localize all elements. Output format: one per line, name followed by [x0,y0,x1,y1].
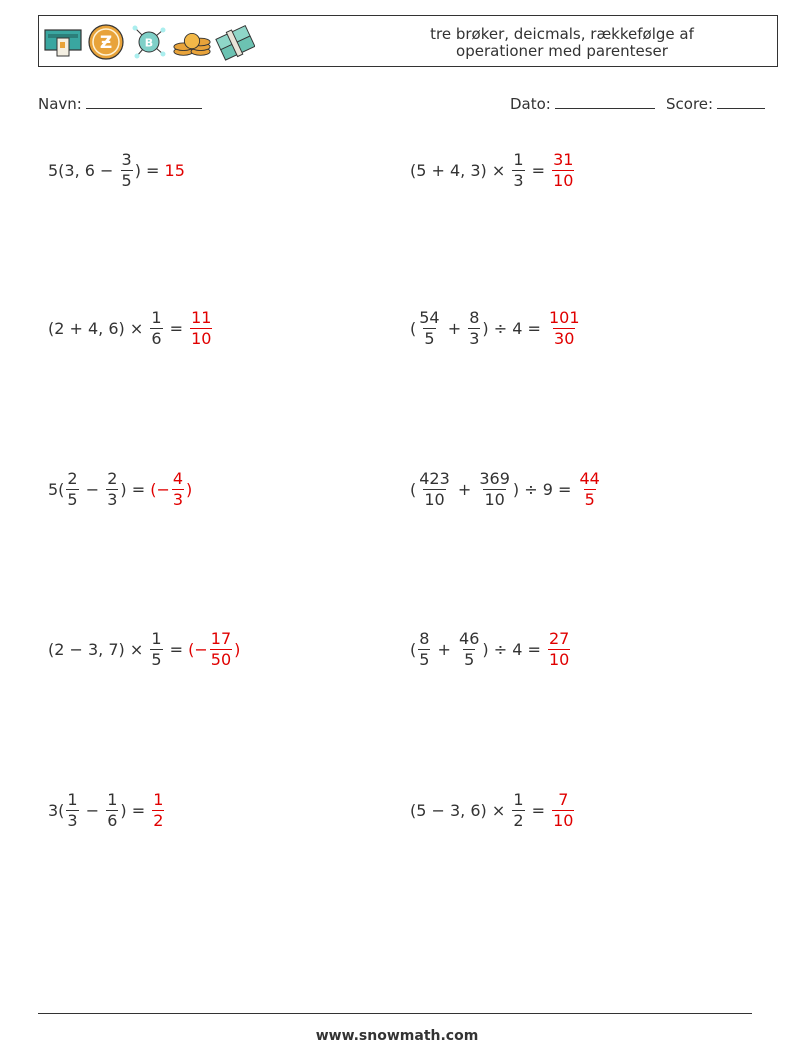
header-icons [43,22,255,62]
problem-4: ( $\frac{54}{5}$ + $\frac{8}{3}$ ) ÷ 4 = $\frac{101}{30}$ [410,308,583,349]
fraction: $\frac{46}{5}$ [459,629,480,669]
zcash-coin-icon [86,22,126,62]
svg-text:B: B [144,36,154,50]
answer: $\frac{1}{2}$ [153,790,164,830]
name-field[interactable] [38,94,202,113]
cash-bundle-icon [215,22,255,62]
problem-2: (5 + 4, 3) × $\frac{1}{3}$ = $\frac{31}{10}$ [410,150,576,191]
fraction: $\frac{1}{2}$ [513,790,524,830]
fraction: $\frac{8}{3}$ [469,308,480,348]
date-label: Dato: [510,95,551,113]
problem-7: (2 − 3, 7) × $\frac{1}{5}$ = (− $\frac{17}{50}$ ) [48,629,241,669]
problem-10: (5 − 3, 6) × $\frac{1}{2}$ = $\frac{7}{10}$ [410,790,576,831]
score-field[interactable] [666,94,765,113]
problem-9: 3( $\frac{1}{3}$ − $\frac{1}{6}$ ) = $\frac{1}{2}$ [48,790,166,831]
svg-text:Ƶ: Ƶ [99,33,113,53]
fraction: $\frac{54}{5}$ [419,308,440,348]
footer-divider [38,1013,752,1014]
fraction: $\frac{3}{5}$ [121,150,132,190]
fraction: $\frac{1}{3}$ [67,790,78,830]
answer: (− $\frac{17}{50}$ ) [188,629,241,669]
problem-8: ( $\frac{8}{5}$ + $\frac{46}{5}$ ) ÷ 4 = $\frac{27}{10}$ [410,629,572,670]
footer-url[interactable]: www.snowmath.com [315,1028,479,1044]
fraction: $\frac{8}{5}$ [419,629,430,669]
fraction: $\frac{2}{3}$ [107,469,118,509]
answer: $\frac{101}{30}$ [548,308,580,348]
bitcoin-network-icon [129,22,169,62]
answer: $\frac{31}{10}$ [553,150,574,190]
answer: 15 [164,161,185,180]
answer: $\frac{44}{5}$ [579,469,600,509]
fraction: $\frac{1}{6}$ [151,308,162,348]
name-label: Navn: [38,95,82,113]
date-blank[interactable] [555,94,655,109]
problem-1: 5(3, 6 − $\frac{3}{5}$ ) = 15 [48,150,185,190]
answer: $\frac{11}{10}$ [191,308,212,348]
fraction: $\frac{1}{6}$ [107,790,118,830]
coin-stack-icon [172,22,212,62]
problem-6: ( $\frac{423}{10}$ + $\frac{369}{10}$ ) ÷ 9 = $\frac{44}{5}$ [410,469,603,510]
score-blank[interactable] [717,94,765,109]
worksheet-header [38,15,778,67]
fraction: $\frac{1}{3}$ [513,150,524,190]
answer: $\frac{27}{10}$ [548,629,570,669]
fraction: $\frac{1}{5}$ [151,629,162,669]
answer: $\frac{7}{10}$ [553,790,574,830]
problem-3: (2 + 4, 6) × $\frac{1}{6}$ = $\frac{11}{10}$ [48,308,214,349]
name-blank[interactable] [86,94,202,109]
problem-5: 5( $\frac{2}{5}$ − $\frac{2}{3}$ ) = (− $\frac{4}{3}$ ) [48,469,193,509]
atm-icon [43,22,83,62]
date-field[interactable] [510,94,655,113]
fraction: $\frac{369}{10}$ [479,469,510,509]
fraction: $\frac{2}{5}$ [67,469,78,509]
answer: (− $\frac{4}{3}$ ) [150,469,193,509]
score-label: Score: [666,95,714,113]
fraction: $\frac{423}{10}$ [419,469,450,509]
worksheet-title: tre brøker, deicmals, rækkefølge af operationer med parenteser [430,25,694,60]
